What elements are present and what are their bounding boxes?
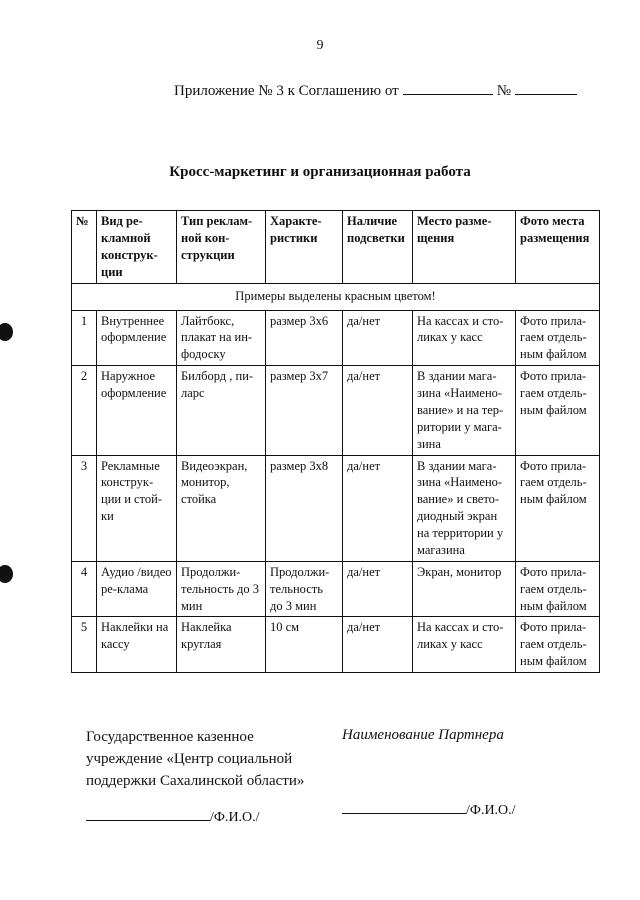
table-cell: В здании мага-зина «Наимено-вание» и свето-диодный экран на территории у магазина xyxy=(413,455,516,561)
number-blank-line xyxy=(515,80,577,95)
header-cell-photo: Фото места размещения xyxy=(516,211,600,284)
right-fio-label: /Ф.И.О./ xyxy=(466,803,516,818)
appendix-text: Приложение № 3 к Соглашению от xyxy=(174,83,399,99)
header-cell-construction-kind: Вид ре-кламной конструк-ции xyxy=(97,211,177,284)
right-signature-blank xyxy=(342,799,466,814)
table-header-row xyxy=(72,211,600,284)
cross-marketing-table xyxy=(71,210,600,673)
table-cell: 3 xyxy=(72,455,97,561)
table-cell: Наружное оформление xyxy=(97,366,177,455)
table-cell: размер 3х7 xyxy=(266,366,343,455)
table-cell: Экран, монитор xyxy=(413,561,516,617)
header-cell-construction-type: Тип реклам-ной кон-струкции xyxy=(177,211,266,284)
table-cell: да/нет xyxy=(343,455,413,561)
table-cell: На кассах и сто-ликах у касс xyxy=(413,617,516,673)
table-cell: 1 xyxy=(72,310,97,366)
table-row xyxy=(72,561,600,617)
appendix-line xyxy=(174,80,577,100)
table-note: Примеры выделены красным цветом! xyxy=(72,283,600,310)
table-cell: да/нет xyxy=(343,310,413,366)
table-cell: Видеоэкран, монитор, стойка xyxy=(177,455,266,561)
table-cell: Фото прила-гаем отдель-ным файлом xyxy=(516,310,600,366)
left-signature-line xyxy=(86,806,260,826)
partner-name: Наименование Партнера xyxy=(342,727,504,743)
table-cell: Фото прила-гаем отдель-ным файлом xyxy=(516,617,600,673)
table-cell: Наклейки на кассу xyxy=(97,617,177,673)
table-cell: Билборд , пи-ларс xyxy=(177,366,266,455)
table-cell: На кассах и сто-ликах у касс xyxy=(413,310,516,366)
table-row xyxy=(72,455,600,561)
header-cell-backlight: Наличие подсветки xyxy=(343,211,413,284)
header-cell-characteristics: Характе-ристики xyxy=(266,211,343,284)
table-cell: Продолжи-тельность до 3 мин xyxy=(266,561,343,617)
table-cell: 5 xyxy=(72,617,97,673)
table-cell: да/нет xyxy=(343,561,413,617)
header-cell-number: № xyxy=(72,211,97,284)
table-cell: Фото прила-гаем отдель-ным файлом xyxy=(516,366,600,455)
table-note-row xyxy=(72,283,600,310)
table-cell: Лайтбокс, плакат на ин-фодоску xyxy=(177,310,266,366)
table-row xyxy=(72,617,600,673)
table-cell: 4 xyxy=(72,561,97,617)
table-cell: размер 3х6 xyxy=(266,310,343,366)
page-number: 9 xyxy=(316,38,324,53)
table-cell: Рекламные конструк-ции и стой-ки xyxy=(97,455,177,561)
table-cell: Внутреннее оформление xyxy=(97,310,177,366)
table-cell: Фото прила-гаем отдель-ным файлом xyxy=(516,561,600,617)
table-cell: да/нет xyxy=(343,617,413,673)
table-cell: Аудио /видео ре-клама xyxy=(97,561,177,617)
table-cell: 2 xyxy=(72,366,97,455)
punch-hole-top xyxy=(0,323,13,341)
date-blank-line xyxy=(403,80,493,95)
table-cell: Фото прила-гаем отдель-ным файлом xyxy=(516,455,600,561)
table-cell: В здании мага-зина «Наимено-вание» и на тер-ритории у мага-зина xyxy=(413,366,516,455)
left-signature-blank xyxy=(86,806,210,821)
table-row xyxy=(72,366,600,455)
number-sign: № xyxy=(496,83,512,99)
table-cell: да/нет xyxy=(343,366,413,455)
table-cell: Продолжи-тельность до 3 мин xyxy=(177,561,266,617)
header-cell-placement: Место разме-щения xyxy=(413,211,516,284)
right-signature-line xyxy=(342,799,516,819)
table-cell: Наклейка круглая xyxy=(177,617,266,673)
document-title: Кросс-маркетинг и организационная работа xyxy=(169,164,471,180)
table-cell: размер 3х8 xyxy=(266,455,343,561)
left-organization-name: Государственное казенное учреждение «Центр социальной поддержки Сахалинской области» xyxy=(86,729,305,789)
table-cell: 10 см xyxy=(266,617,343,673)
punch-hole-bottom xyxy=(0,565,13,583)
left-fio-label: /Ф.И.О./ xyxy=(210,810,260,825)
table-row xyxy=(72,310,600,366)
